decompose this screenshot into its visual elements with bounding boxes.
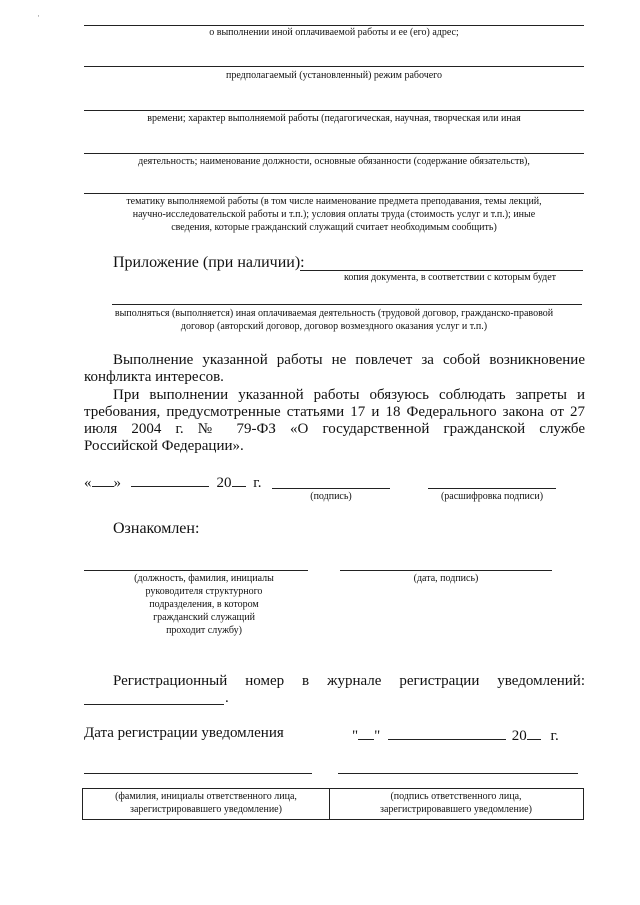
caption-supervisor-1: (должность, фамилия, инициалы [134, 573, 274, 584]
reg-year-field[interactable] [527, 725, 541, 740]
caption-attachment-note: копия документа, в соответствии с которым будет [343, 272, 557, 283]
attachment-label: Приложение (при наличии): [113, 254, 305, 271]
decoding-line[interactable] [428, 488, 556, 489]
statement-p2-line2: требования, предусмотренные статьями 17 и 18 Федерального закона от 27 [84, 404, 585, 420]
year-suffix: г. [253, 475, 262, 491]
date-signature-line[interactable] [340, 570, 552, 571]
caption-supervisor-4: гражданский служащий [153, 612, 255, 623]
statement-p2-line4: Российской Федерации». [84, 438, 244, 454]
time-line[interactable] [84, 110, 584, 111]
day-field[interactable] [92, 472, 114, 487]
caption-decoding: (расшифровка подписи) [440, 491, 544, 502]
registration-date-row [352, 725, 559, 745]
year-field[interactable] [232, 472, 246, 487]
caption-signature: (подпись) [310, 491, 352, 502]
statement-p1-line1: Выполнение указанной работы не повлечет за собой возникновение [113, 352, 585, 368]
registration-number-line[interactable] [84, 704, 224, 705]
statement-p1-line2: конфликта интересов. [84, 369, 224, 385]
year-prefix: 20 [216, 475, 232, 491]
date-close-quote: » [113, 475, 121, 491]
activity-line[interactable] [84, 153, 584, 154]
caption-time-character: времени; характер выполняемой работы (педагогическая, научная, творческая или иная [147, 113, 521, 124]
attachment-line[interactable] [300, 270, 583, 271]
caption-supervisor-2: руководителя структурного [145, 586, 263, 597]
caption-contract-2: договор (авторский договор, договор возмездного оказания услуг и т.п.) [180, 321, 488, 332]
statement-p2-line1: При выполнении указанной работы обязуюсь соблюдать запреты и [113, 387, 585, 403]
footer-right-line1: (подпись ответственного лица, [390, 791, 522, 802]
caption-subject-1: тематику выполняемой работы (в том числе наименование предмета преподавания, темы лекций, [126, 196, 542, 207]
acquainted-label: Ознакомлен: [113, 520, 200, 537]
caption-subject-3: сведения, которые гражданский служащий считает необходимым сообщить) [171, 222, 497, 233]
schedule-line[interactable] [84, 66, 584, 67]
footer-table-divider [329, 788, 330, 819]
registration-number-text: Регистрационный номер в журнале регистрации уведомлений: [113, 673, 585, 689]
date-open-quote: « [84, 475, 92, 491]
reg-year-suffix: г. [550, 728, 559, 744]
responsible-signature-line[interactable] [338, 773, 578, 774]
work-address-line[interactable] [84, 25, 584, 26]
caption-supervisor-3: подразделения, в котором [149, 599, 259, 610]
footer-left-line1: (фамилия, инициалы ответственного лица, [115, 791, 297, 802]
reg-quote-close: " [374, 728, 381, 744]
caption-contract-1: выполняться (выполняется) иная оплачиваемая деятельность (трудовой договор, гражданско-правовой [114, 308, 554, 319]
month-field[interactable] [131, 472, 209, 487]
responsible-name-line[interactable] [84, 773, 312, 774]
reg-month-field[interactable] [388, 725, 506, 740]
subject-line[interactable] [84, 193, 584, 194]
caption-activity-position: деятельность; наименование должности, основные обязанности (содержание обязательств), [138, 156, 530, 167]
supervisor-line[interactable] [84, 570, 308, 571]
contract-line[interactable] [112, 304, 582, 305]
caption-supervisor-5: проходит службу) [166, 625, 242, 636]
reg-day-field[interactable] [358, 725, 374, 740]
footer-left-line2: зарегистрировавшего уведомление) [130, 804, 282, 815]
scan-mark: · [37, 11, 40, 21]
caption-schedule: предполагаемый (установленный) режим рабочего [225, 70, 443, 81]
signature-line[interactable] [272, 488, 390, 489]
caption-work-address: о выполнении иной оплачиваемой работы и ее (его) адрес; [209, 27, 459, 38]
date-row [84, 472, 261, 492]
registration-date-label: Дата регистрации уведомления [84, 725, 284, 741]
reg-year-prefix: 20 [511, 728, 527, 744]
caption-subject-2: научно-исследовательской работы и т.п.); условия оплаты труда (стоимость услуг и т.п.); иные [132, 209, 536, 220]
reg-quote-open: " [352, 728, 359, 744]
footer-right-line2: зарегистрировавшего уведомление) [380, 804, 532, 815]
caption-date-signature: (дата, подпись) [413, 573, 479, 584]
registration-number-end: . [225, 690, 229, 706]
statement-p2-line3: июля 2004 г. № 79-ФЗ «О государственной гражданской службе [84, 421, 585, 437]
